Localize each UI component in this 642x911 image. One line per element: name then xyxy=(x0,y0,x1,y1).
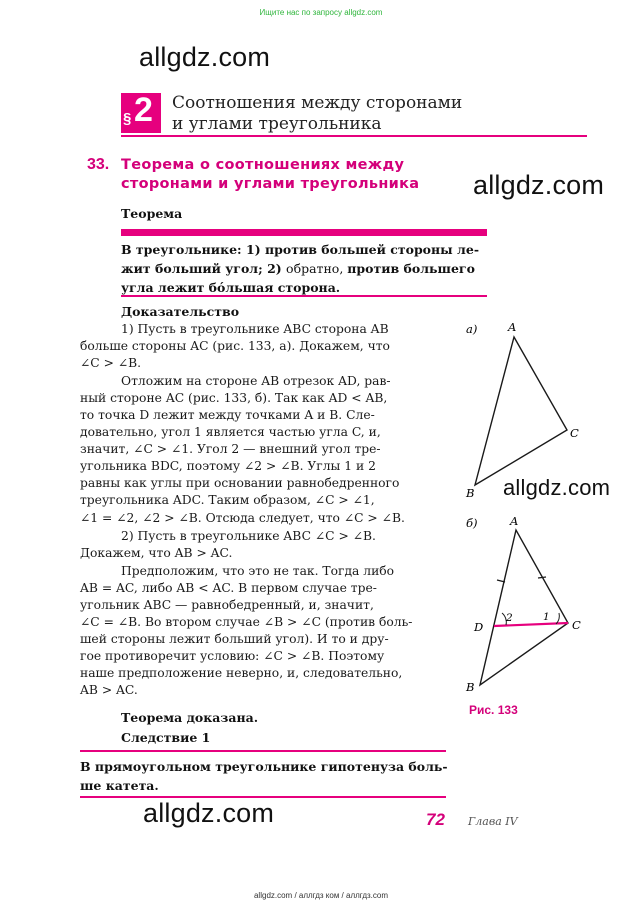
theorem-line xyxy=(121,259,489,278)
theorem-line: В треугольнике: 1) против большей стороны ле- xyxy=(121,242,480,257)
proof-line: угольник ABC — равнобедренный, и, значит, xyxy=(80,598,374,612)
theorem-statement xyxy=(121,240,489,297)
corollary-bottom-line xyxy=(80,796,446,798)
proof-line: больше стороны AC (рис. 133, а). Докажем, что xyxy=(80,339,390,353)
proof-conclusion: Теорема доказана. xyxy=(121,710,259,725)
proof-line: 2) Пусть в треугольнике ABC ∠C > ∠B. xyxy=(121,529,376,543)
corollary-top-line xyxy=(80,750,446,752)
proof-label: Доказательство xyxy=(121,304,240,319)
corollary-line: ше катета. xyxy=(80,778,159,793)
proof-line: AB = AC, либо AB < AC. В первом случае тре- xyxy=(80,581,377,595)
proof-line: ∠1 = ∠2, ∠2 > ∠B. Отсюда следует, что ∠C > ∠B. xyxy=(80,511,405,525)
figure-caption: Рис. 133 xyxy=(469,703,518,717)
proof-line: то точка D лежит между точками A и B. Сле- xyxy=(80,408,375,422)
watermark: allgdz.com xyxy=(139,42,271,72)
point-label: C xyxy=(570,426,579,440)
proof-line: ный стороне AC (рис. 133, б). Так как AD < AB, xyxy=(80,391,388,405)
triangle-b xyxy=(480,530,568,685)
point-label: C xyxy=(572,618,581,632)
proof-line: значит, ∠C > ∠1. Угол 2 — внешний угол тре- xyxy=(80,442,381,456)
proof-line: Докажем, что AB > AC. xyxy=(80,546,233,560)
paragraph-title-line: Теорема о соотношениях между xyxy=(121,157,405,173)
section-number: 2 xyxy=(134,91,153,129)
section-title-line: и углами треугольника xyxy=(172,114,382,134)
watermark: allgdz.com xyxy=(143,798,275,828)
angle-label: 1 xyxy=(543,611,550,623)
paragraph-title xyxy=(121,156,419,194)
proof-line: AB > AC. xyxy=(80,683,138,697)
point-label: B xyxy=(466,680,475,694)
footer-links: allgdz.com / аллгдз ком / аллгдз.com xyxy=(253,891,389,900)
point-label: B xyxy=(466,486,475,500)
paragraph-number: 33. xyxy=(87,156,110,173)
theorem-text: против большего xyxy=(347,261,475,276)
theorem-text: жит больший угол; 2) xyxy=(121,261,287,276)
figure-a-label: а) xyxy=(466,322,478,336)
tick-mark-ac xyxy=(538,577,546,578)
section-symbol: § xyxy=(123,110,132,127)
corollary-line: В прямоугольном треугольнике гипотенуза боль- xyxy=(80,759,448,774)
triangle-a xyxy=(475,337,567,485)
theorem-bottom-line xyxy=(121,295,487,297)
top-note: Ищите нас по запросу allgdz.com xyxy=(259,8,383,17)
point-label: A xyxy=(510,514,519,528)
section-badge xyxy=(121,93,161,133)
proof-line: треугольника ADC. Таким образом, ∠C > ∠1, xyxy=(80,493,375,507)
proof-line: шей стороны лежит больший угол). И то и дру- xyxy=(80,632,389,646)
proof-line: довательно, угол 1 является частью угла C, и, xyxy=(80,425,381,439)
proof-line: ∠C = ∠B. Во втором случае ∠B > ∠C (против боль- xyxy=(80,615,413,629)
proof-line: гое противоречит условию: ∠C > ∠B. Поэтому xyxy=(80,649,385,663)
section-title-line: Соотношения между сторонами xyxy=(172,93,463,113)
proof-line: Отложим на стороне AB отрезок AD, рав- xyxy=(121,374,391,388)
proof-line: равны как углы при основании равнобедренного xyxy=(80,476,400,490)
page-number: 72 xyxy=(426,810,445,829)
proof-line: Предположим, что это не так. Тогда либо xyxy=(121,564,395,578)
point-label: D xyxy=(474,620,484,634)
proof-line: 1) Пусть в треугольнике ABC сторона AB xyxy=(121,322,389,336)
theorem-text: обратно, xyxy=(286,261,348,276)
theorem-top-bar xyxy=(121,229,487,236)
watermark: allgdz.com xyxy=(473,170,605,200)
section-divider xyxy=(121,135,587,137)
watermark: allgdz.com xyxy=(503,475,611,500)
figure-133 xyxy=(460,315,600,715)
theorem-label: Теорема xyxy=(121,206,183,221)
point-label: A xyxy=(508,320,517,334)
chapter-label: Глава IV xyxy=(468,815,518,828)
proof-line: наше предположение неверно, и, следовательно, xyxy=(80,666,403,680)
angle-label: 2 xyxy=(506,612,513,624)
section-title xyxy=(172,93,462,135)
theorem-line: угла лежит бóльшая сторона. xyxy=(121,280,341,295)
proof-line: ∠C > ∠B. xyxy=(80,356,142,370)
corollary-label: Следствие 1 xyxy=(121,730,211,745)
proof-line: угольника BDC, поэтому ∠2 > ∠B. Углы 1 и 2 xyxy=(80,459,376,473)
paragraph-title-line: сторонами и углами треугольника xyxy=(121,176,420,192)
corollary-statement xyxy=(80,757,448,795)
figure-b-label: б) xyxy=(466,516,478,530)
